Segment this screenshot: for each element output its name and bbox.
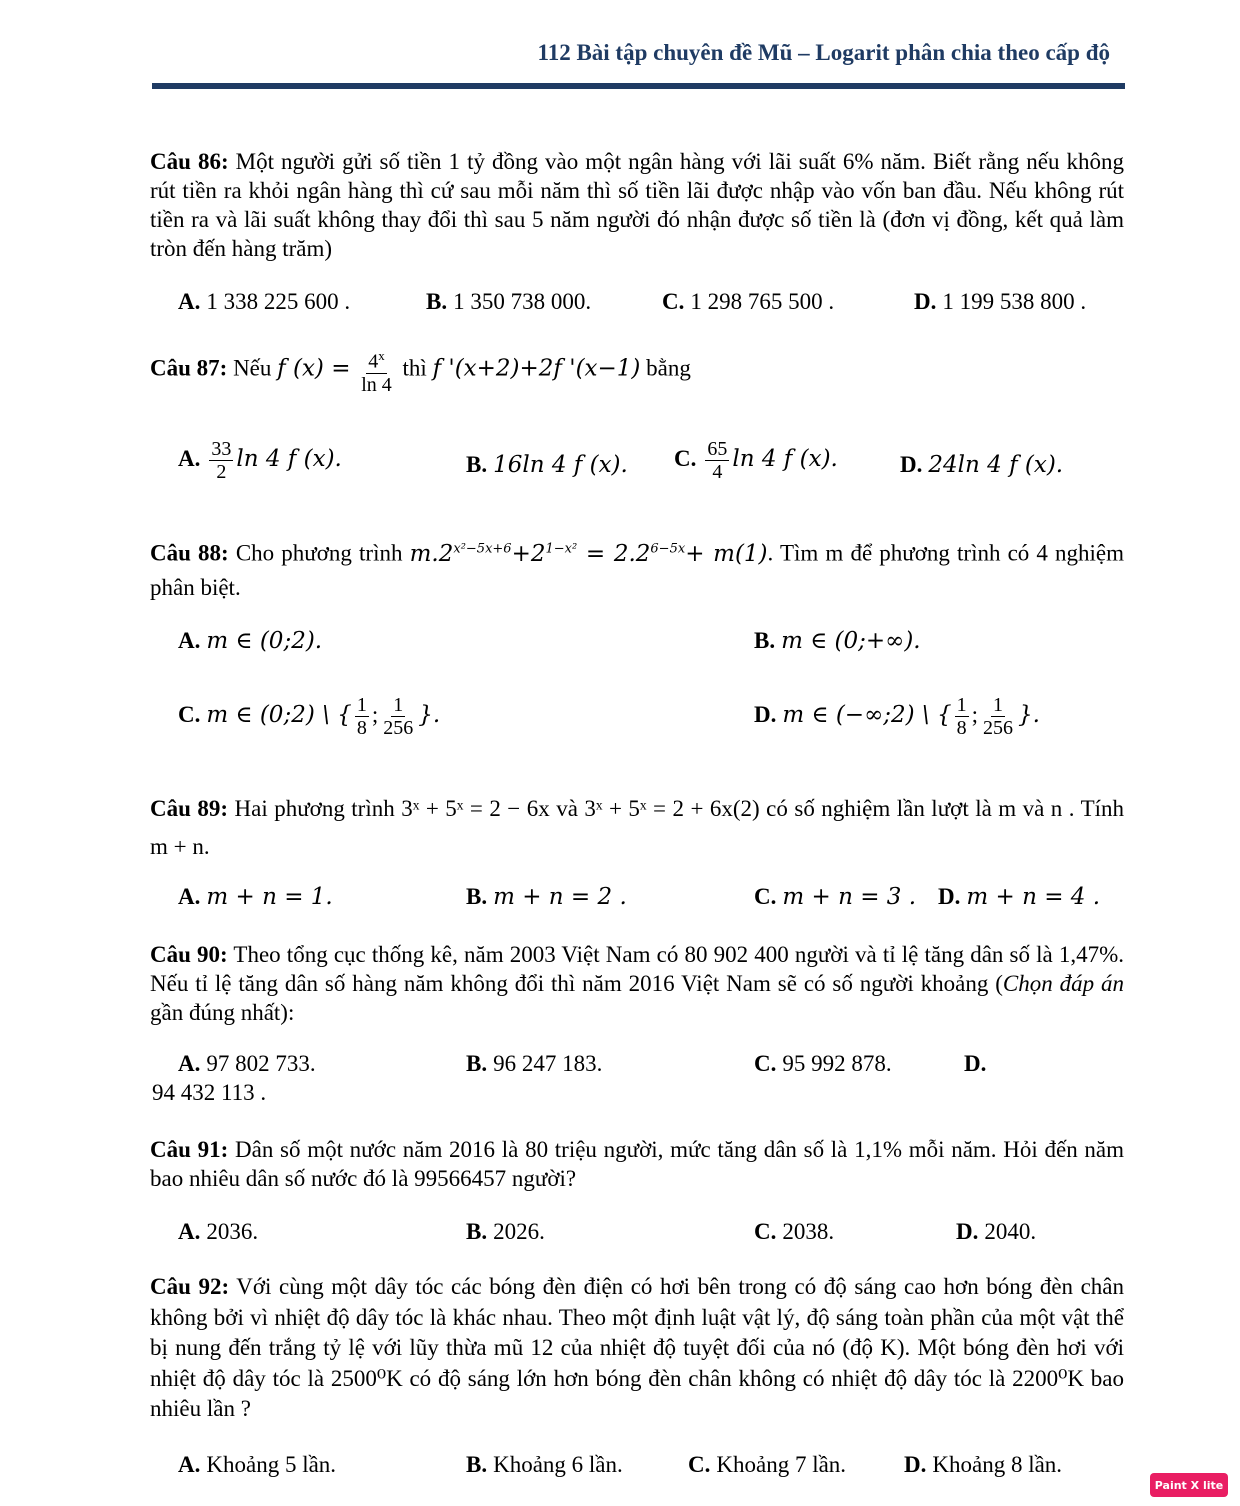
math-expression: f '(x+2)+2f '(x−1) xyxy=(432,355,641,382)
options-89 xyxy=(150,884,1124,918)
option-d-value: 94 432 113 . xyxy=(152,1080,267,1105)
question-89 xyxy=(150,790,1124,866)
option-b: B. 1 350 738 000. xyxy=(426,289,592,314)
option-d: D. 2040. xyxy=(956,1219,1037,1244)
question-number: Câu 92: xyxy=(150,1274,230,1299)
option-a: A. 2036. xyxy=(178,1219,259,1244)
equation: $m.2^{x^2-5x+6}+2^{1-x^2} = 2.2^{6-5x}+ m(1)$ xyxy=(409,540,768,567)
options-88-row2 xyxy=(150,694,1124,754)
question-text: gần đúng nhất): xyxy=(150,1000,295,1025)
question-87 xyxy=(150,345,1124,396)
question-88 xyxy=(150,532,1124,605)
question-number: Câu 91: xyxy=(150,1137,229,1162)
page-header-title: 112 Bài tập chuyên đề Mũ – Logarit phân chia theo cấp độ xyxy=(537,40,1110,65)
question-text: thì xyxy=(402,355,427,381)
question-text: Hai phương trình 3ˣ + 5ˣ = 2 − 6x và 3ˣ + 5ˣ = 2 + 6x(2) có số nghiệm lần lượt là m và n . Tính m + n. xyxy=(150,796,1125,859)
question-92 xyxy=(150,1272,1124,1425)
header-divider xyxy=(152,83,1125,89)
question-91 xyxy=(150,1135,1124,1193)
question-text: Dân số một nước năm 2016 là 80 triệu người, mức tăng dân số là 1,1% mỗi năm. Hỏi đến năm bao nhiêu dân số nước đó là 99566457 người? xyxy=(150,1137,1124,1191)
question-text: Cho phương trình xyxy=(235,540,403,566)
option-a: A. 97 802 733. xyxy=(178,1051,316,1076)
options-88-row1 xyxy=(150,628,1124,662)
option-a: A. $\frac{33}{2}$ ln 4 f (x). xyxy=(178,438,342,483)
options-91 xyxy=(150,1219,1124,1253)
options-86 xyxy=(150,289,1124,323)
question-number: Câu 89: xyxy=(150,796,229,821)
option-a: A. m ∈ (0;2). xyxy=(178,628,323,654)
question-90 xyxy=(150,940,1124,1027)
option-a: A. 1 338 225 600 . xyxy=(178,289,351,314)
options-92 xyxy=(150,1452,1124,1486)
options-87 xyxy=(150,438,1124,498)
option-d: D. 1 199 538 800 . xyxy=(914,289,1087,314)
question-text: . Tìm m để phương trình có 4 nghiệm phân biệt. xyxy=(150,540,1125,600)
option-c: C. Khoảng 7 lần. xyxy=(688,1452,847,1477)
option-a: A. m + n = 1. xyxy=(178,884,333,910)
question-text: Theo tổng cục thống kê, năm 2003 Việt Nam có 80 902 400 người và tỉ lệ tăng dân số là 1,47%. Nếu tỉ lệ tăng dân số hàng năm không đổi thì năm 2016 Việt Nam sẽ có số người khoảng ( xyxy=(150,942,1124,996)
option-c: C. m + n = 3 . xyxy=(754,884,917,910)
question-number: Câu 90: xyxy=(150,942,228,967)
option-c: C. m ∈ (0;2) \ { $\frac{1}{8}$ ; $\frac{1}{256}$ }. xyxy=(178,694,441,739)
watermark-badge: Paint X lite xyxy=(1150,1473,1228,1497)
option-c: C. 95 992 878. xyxy=(754,1051,892,1076)
option-c: C. $\frac{65}{4}$ ln 4 f (x). xyxy=(674,438,838,483)
option-b: B. Khoảng 6 lần. xyxy=(466,1452,623,1477)
options-90-wrap xyxy=(150,1080,1124,1114)
question-text: Một người gửi số tiền 1 tỷ đồng vào một ngân hàng với lãi suất 6% năm. Biết rằng nếu không rút tiền ra khỏi ngân hàng thì cứ sau mỗi năm thì số tiền lãi được nhập vào vốn ban đầu. Nếu không rút tiền ra và lãi suất không thay đổi thì sau 5 năm người đó nhận được số tiền là (đơn vị đồng, kết quả làm tròn đến hàng trăm) xyxy=(150,149,1124,261)
question-text: Với cùng một dây tóc các bóng đèn điện có hơi bên trong có độ sáng cao hơn bóng đèn chân không bởi vì nhiệt độ dây tóc là khác nhau. Theo một định luật vật lý, độ sáng toàn phần của một vật thể bị nung đến trắng tỷ lệ với lũy thừa mũ 12 của nhiệt độ tuyệt đối của nó (độ K). Một bóng đèn hơi với nhiệt độ dây tóc là 2500⁰K có độ sáng lớn hơn bóng đèn chân không có nhiệt độ dây tóc là 2200⁰K bao nhiêu lần ? xyxy=(150,1274,1124,1421)
question-text: Nếu xyxy=(233,355,272,381)
option-d-label: D. xyxy=(964,1051,987,1076)
option-d: D. m + n = 4 . xyxy=(938,884,1101,910)
question-number: Câu 87: xyxy=(150,355,228,381)
option-c: C. 1 298 765 500 . xyxy=(662,289,835,314)
math-expression: f (x) = xyxy=(277,355,351,382)
option-b: B. m + n = 2 . xyxy=(466,884,627,910)
question-text: bằng xyxy=(646,355,691,381)
option-d: D. m ∈ (−∞;2) \ { $\frac{1}{8}$ ; $\frac{1}{256}$ }. xyxy=(754,694,1040,739)
option-b: B. 96 247 183. xyxy=(466,1051,603,1076)
fraction: $\frac{4^x}{\ln 4}$ xyxy=(359,345,394,396)
question-86 xyxy=(150,147,1124,263)
option-d: D. Khoảng 8 lần. xyxy=(904,1452,1063,1477)
question-number: Câu 86: xyxy=(150,149,229,174)
question-text-italic: Chọn đáp án xyxy=(1002,971,1124,996)
option-b: B. 2026. xyxy=(466,1219,545,1244)
option-c: C. 2038. xyxy=(754,1219,835,1244)
option-d: D. 24ln 4 f (x). xyxy=(900,452,1064,478)
question-number: Câu 88: xyxy=(150,540,229,566)
option-b: B. 16ln 4 f (x). xyxy=(466,452,628,478)
option-a: A. Khoảng 5 lần. xyxy=(178,1452,337,1477)
option-b: B. m ∈ (0;+∞). xyxy=(754,628,921,654)
